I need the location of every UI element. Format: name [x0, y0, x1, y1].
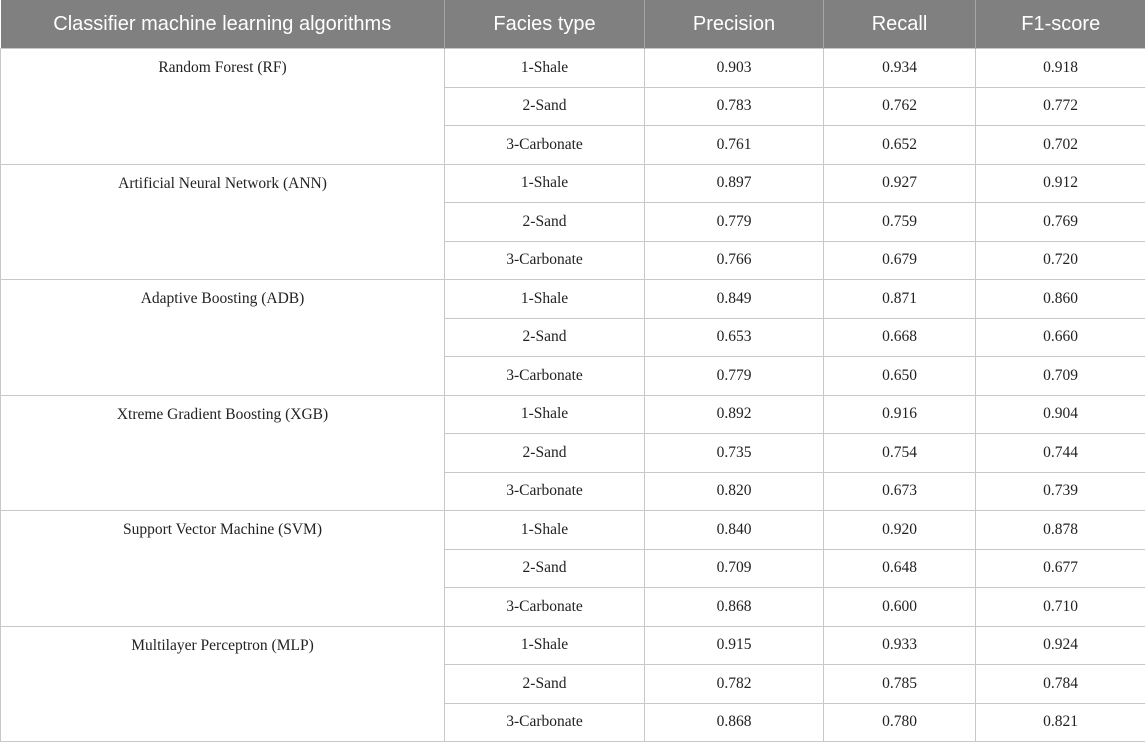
- recall-cell: 0.933: [824, 626, 976, 665]
- table-body: [1, 49, 1145, 742]
- table-row: [1, 49, 1145, 88]
- facies-cell: 1-Shale: [445, 511, 645, 550]
- recall-cell: 0.679: [824, 241, 976, 280]
- f1-cell: 0.860: [976, 280, 1145, 319]
- recall-cell: 0.920: [824, 511, 976, 550]
- precision-cell: 0.779: [645, 357, 824, 396]
- table-row: [1, 511, 1145, 550]
- recall-cell: 0.927: [824, 164, 976, 203]
- table-row: [1, 395, 1145, 434]
- recall-cell: 0.762: [824, 87, 976, 126]
- facies-cell: 2-Sand: [445, 87, 645, 126]
- facies-cell: 2-Sand: [445, 549, 645, 588]
- recall-cell: 0.934: [824, 49, 976, 88]
- recall-cell: 0.871: [824, 280, 976, 319]
- precision-cell: 0.653: [645, 318, 824, 357]
- algorithm-cell: Support Vector Machine (SVM): [1, 511, 445, 627]
- table-row: [1, 626, 1145, 665]
- precision-cell: 0.840: [645, 511, 824, 550]
- table-row: [1, 164, 1145, 203]
- facies-cell: 1-Shale: [445, 395, 645, 434]
- f1-cell: 0.769: [976, 203, 1145, 242]
- precision-cell: 0.868: [645, 703, 824, 742]
- precision-cell: 0.766: [645, 241, 824, 280]
- precision-cell: 0.735: [645, 434, 824, 473]
- facies-cell: 1-Shale: [445, 626, 645, 665]
- header-algorithm: Classifier machine learning algorithms: [1, 0, 445, 49]
- header-facies-type: Facies type: [445, 0, 645, 49]
- recall-cell: 0.650: [824, 357, 976, 396]
- precision-cell: 0.820: [645, 472, 824, 511]
- f1-cell: 0.784: [976, 665, 1145, 704]
- algorithm-cell: Multilayer Perceptron (MLP): [1, 626, 445, 742]
- algorithm-cell: Adaptive Boosting (ADB): [1, 280, 445, 396]
- header-row: [1, 0, 1145, 49]
- recall-cell: 0.673: [824, 472, 976, 511]
- precision-cell: 0.868: [645, 588, 824, 627]
- recall-cell: 0.600: [824, 588, 976, 627]
- recall-cell: 0.754: [824, 434, 976, 473]
- header-recall: Recall: [824, 0, 976, 49]
- precision-cell: 0.903: [645, 49, 824, 88]
- facies-cell: 2-Sand: [445, 203, 645, 242]
- f1-cell: 0.918: [976, 49, 1145, 88]
- facies-cell: 3-Carbonate: [445, 588, 645, 627]
- table-header: [1, 0, 1145, 49]
- facies-cell: 1-Shale: [445, 164, 645, 203]
- precision-cell: 0.779: [645, 203, 824, 242]
- facies-cell: 2-Sand: [445, 665, 645, 704]
- precision-cell: 0.782: [645, 665, 824, 704]
- f1-cell: 0.924: [976, 626, 1145, 665]
- f1-cell: 0.878: [976, 511, 1145, 550]
- facies-cell: 3-Carbonate: [445, 472, 645, 511]
- precision-cell: 0.709: [645, 549, 824, 588]
- precision-cell: 0.915: [645, 626, 824, 665]
- f1-cell: 0.904: [976, 395, 1145, 434]
- f1-cell: 0.702: [976, 126, 1145, 165]
- table-row: [1, 280, 1145, 319]
- f1-cell: 0.660: [976, 318, 1145, 357]
- facies-cell: 2-Sand: [445, 318, 645, 357]
- header-precision: Precision: [645, 0, 824, 49]
- f1-cell: 0.739: [976, 472, 1145, 511]
- recall-cell: 0.652: [824, 126, 976, 165]
- recall-cell: 0.648: [824, 549, 976, 588]
- f1-cell: 0.821: [976, 703, 1145, 742]
- recall-cell: 0.916: [824, 395, 976, 434]
- facies-cell: 3-Carbonate: [445, 703, 645, 742]
- facies-cell: 1-Shale: [445, 49, 645, 88]
- algorithm-cell: Artificial Neural Network (ANN): [1, 164, 445, 280]
- recall-cell: 0.759: [824, 203, 976, 242]
- f1-cell: 0.709: [976, 357, 1145, 396]
- facies-cell: 2-Sand: [445, 434, 645, 473]
- algorithm-cell: Xtreme Gradient Boosting (XGB): [1, 395, 445, 511]
- precision-cell: 0.897: [645, 164, 824, 203]
- recall-cell: 0.780: [824, 703, 976, 742]
- f1-cell: 0.677: [976, 549, 1145, 588]
- facies-cell: 3-Carbonate: [445, 126, 645, 165]
- precision-cell: 0.892: [645, 395, 824, 434]
- f1-cell: 0.772: [976, 87, 1145, 126]
- precision-cell: 0.783: [645, 87, 824, 126]
- f1-cell: 0.912: [976, 164, 1145, 203]
- facies-cell: 3-Carbonate: [445, 357, 645, 396]
- facies-cell: 3-Carbonate: [445, 241, 645, 280]
- recall-cell: 0.668: [824, 318, 976, 357]
- header-f1-score: F1-score: [976, 0, 1145, 49]
- facies-cell: 1-Shale: [445, 280, 645, 319]
- precision-cell: 0.761: [645, 126, 824, 165]
- f1-cell: 0.744: [976, 434, 1145, 473]
- f1-cell: 0.720: [976, 241, 1145, 280]
- f1-cell: 0.710: [976, 588, 1145, 627]
- algorithm-cell: Random Forest (RF): [1, 49, 445, 165]
- recall-cell: 0.785: [824, 665, 976, 704]
- precision-cell: 0.849: [645, 280, 824, 319]
